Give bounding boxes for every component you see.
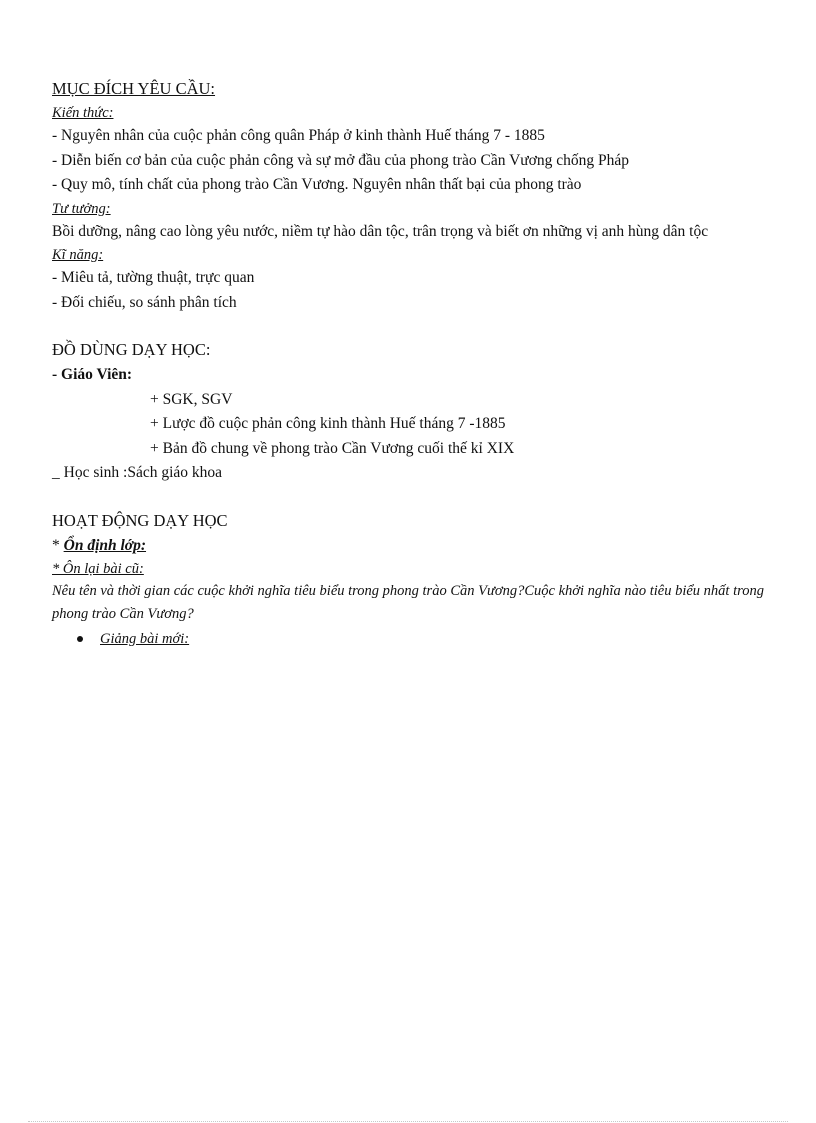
section-title-materials: ĐỒ DÙNG DẠY HỌC: [52, 340, 211, 359]
review-label: * Ôn lại bài cũ: [52, 561, 144, 577]
knowledge-item: - Diễn biến cơ bản của cuộc phản công và sự mở đầu của phong trào Cần Vương chống Pháp [52, 151, 629, 169]
ideology-text: Bồi dưỡng, nâng cao lòng yêu nước, niềm tự hào dân tộc, trân trọng và biết ơn những vị anh hùng dân tộc [52, 222, 709, 240]
teacher-item: + Bản đồ chung về phong trào Cần Vương cuối thế kỉ XIX [150, 439, 515, 457]
document-page [52, 76, 792, 652]
bullet-icon [77, 636, 83, 642]
section-title-activities: HOẠT ĐỘNG DẠY HỌC [52, 510, 228, 530]
teacher-item: + Lược đồ cuộc phản công kinh thành Huế tháng 7 -1885 [150, 415, 506, 432]
teacher-label: - Giáo Viên: [52, 366, 133, 383]
page-bottom-divider [28, 1121, 788, 1122]
skill-item: - Đối chiếu, so sánh phân tích [52, 293, 237, 311]
student-item: _ Học sinh :Sách giáo khoa [52, 464, 223, 481]
subheading-skills: Kĩ năng: [52, 247, 104, 263]
skill-item: - Miêu tả, tường thuật, trực quan [52, 269, 255, 286]
subheading-knowledge: Kiến thức: [52, 105, 114, 121]
new-lesson-label: Giảng bài mới: [100, 631, 190, 647]
teacher-item: + SGK, SGV [150, 390, 233, 408]
review-question: Nêu tên và thời gian các cuộc khởi nghĩa tiêu biểu trong phong trào Cần Vương?Cuộc khởi nghĩa nào tiêu biểu nhất trong phong trào Cần Vương? [52, 583, 764, 622]
new-lesson-item [52, 626, 792, 652]
knowledge-item: - Quy mô, tính chất của phong trào Cần Vương. Nguyên nhân thất bại của phong trào [52, 176, 582, 193]
knowledge-item: - Nguyên nhân của cuộc phản công quân Pháp ở kinh thành Huế tháng 7 - 1885 [52, 127, 545, 144]
star-prefix: * [52, 536, 64, 554]
class-organization-label: Ổn định lớp: [63, 536, 147, 554]
subheading-ideology: Tư tưởng: [52, 200, 111, 217]
section-title-objectives: MỤC ĐÍCH YÊU CẦU: [52, 79, 216, 98]
class-organization [52, 534, 792, 559]
